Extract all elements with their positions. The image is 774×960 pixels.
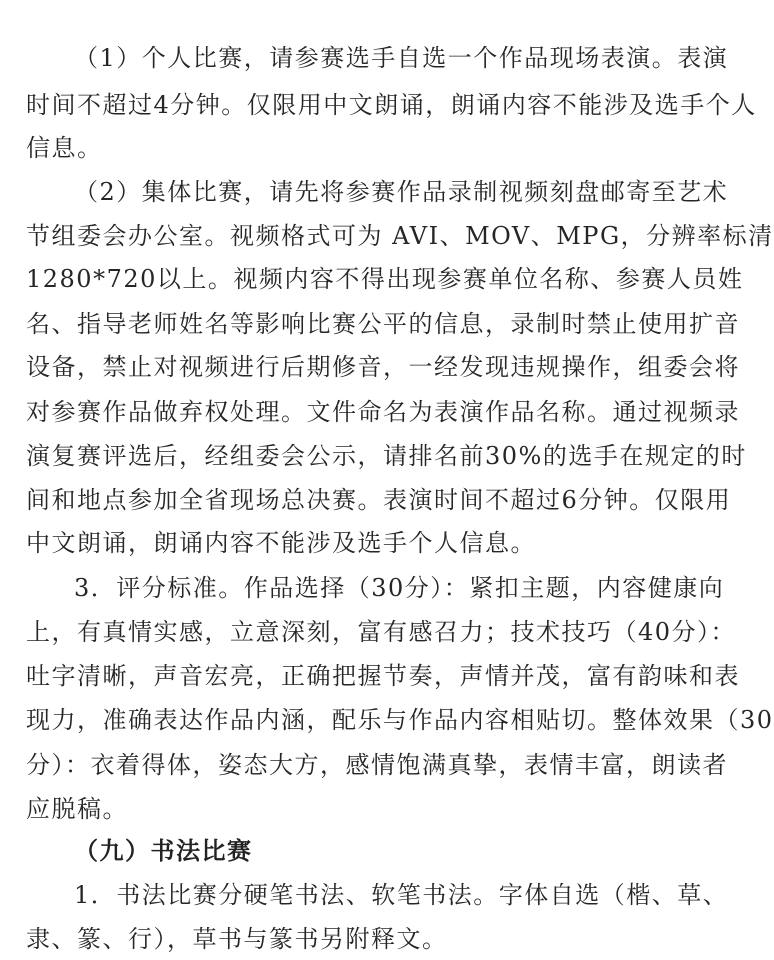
paragraph-line: 设备，禁止对视频进行后期修音，一经发现违规操作，组委会将	[26, 353, 740, 381]
paragraph-line: 中文朗诵，朗诵内容不能涉及选手个人信息。	[26, 529, 536, 557]
paragraph-line: （2）集体比赛，请先将参赛作品录制视频刻盘邮寄至艺术	[74, 178, 729, 206]
paragraph-line: 时间不超过4分钟。仅限用中文朗诵，朗诵内容不能涉及选手个人	[26, 91, 757, 119]
paragraph-line: （1）个人比赛，请参赛选手自选一个作品现场表演。表演	[74, 44, 729, 72]
paragraph-line: 隶、篆、行），草书与篆书另附释文。	[26, 925, 448, 953]
paragraph-line: 1．书法比赛分硬笔书法、软笔书法。字体自选（楷、草、	[74, 881, 729, 909]
paragraph-line: 应脱稿。	[26, 795, 128, 823]
paragraph-line: 对参赛作品做弃权处理。文件命名为表演作品名称。通过视频录	[26, 398, 740, 426]
paragraph-line: 3．评分标准。作品选择（30分）：紧扣主题，内容健康向	[74, 574, 725, 602]
paragraph-line: 演复赛评选后，经组委会公示，请排名前30%的选手在规定的时	[26, 442, 747, 470]
paragraph-line: 分）：衣着得体，姿态大方，感情饱满真挚，表情丰富，朗读者	[26, 751, 728, 779]
paragraph-line: 节组委会办公室。视频格式可为 AVI、MOV、MPG，分辨率标清	[26, 222, 774, 250]
paragraph-line: 信息。	[26, 134, 103, 162]
paragraph-line: 1280*720以上。视频内容不得出现参赛单位名称、参赛人员姓	[26, 265, 744, 293]
paragraph-line: 间和地点参加全省现场总决赛。表演时间不超过6分钟。仅限用	[26, 486, 732, 514]
paragraph-line: 吐字清晰，声音宏亮，正确把握节奏，声情并茂，富有韵味和表	[26, 662, 740, 690]
paragraph-line: 上，有真情实感，立意深刻，富有感召力；技术技巧（40分）：	[26, 618, 737, 646]
paragraph-line: 现力，准确表达作品内涵，配乐与作品内容相贴切。整体效果（30	[26, 706, 774, 734]
paragraph-line: 名、指导老师姓名等影响比赛公平的信息，录制时禁止使用扩音	[26, 310, 740, 338]
section-heading: （九）书法比赛	[74, 837, 253, 865]
